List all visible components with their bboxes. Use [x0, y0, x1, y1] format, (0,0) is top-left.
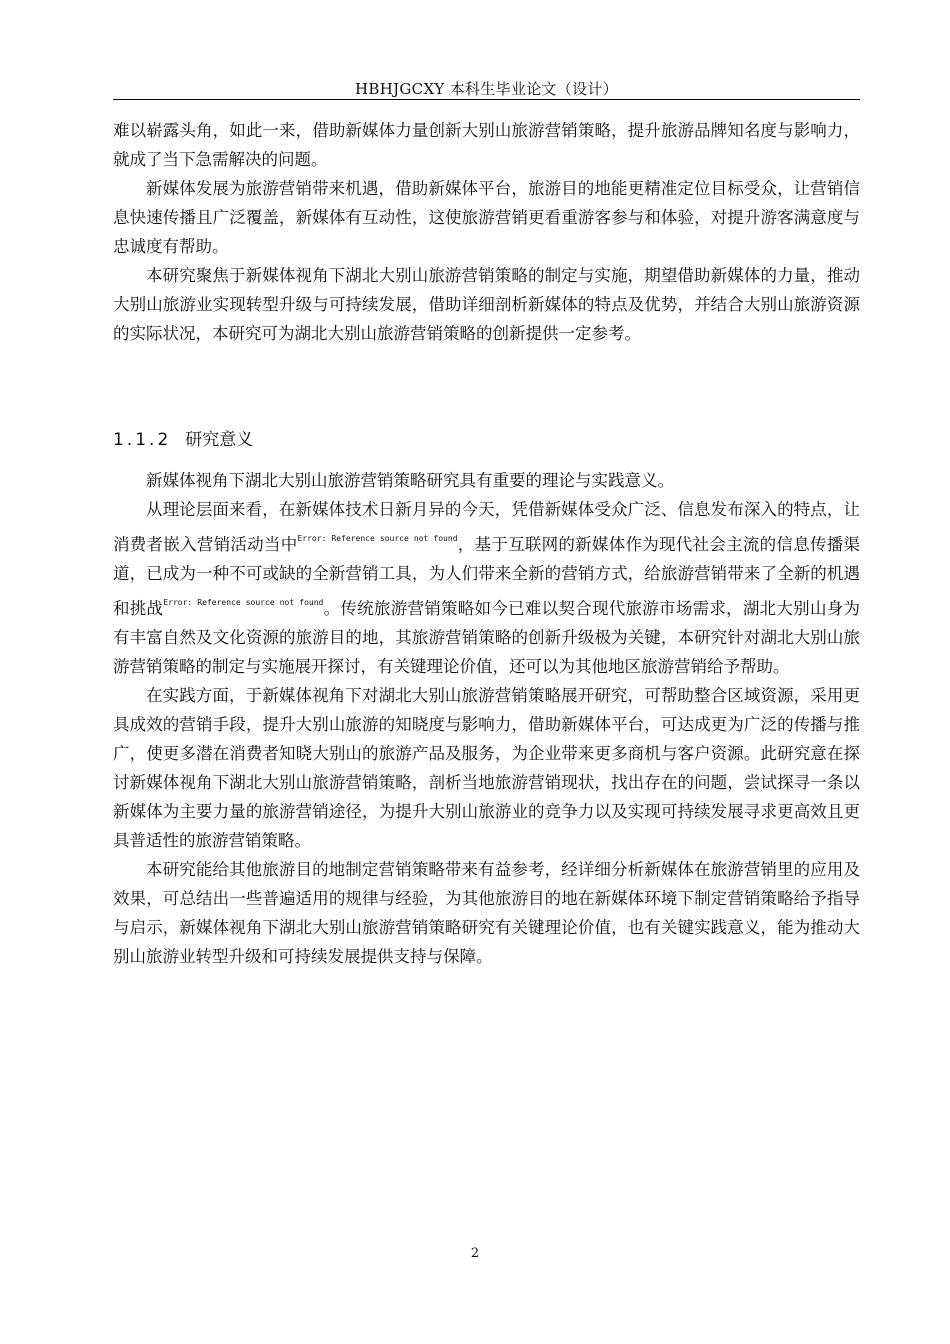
paragraph: 新媒体视角下湖北大别山旅游营销策略研究具有重要的理论与实践意义。 [146, 471, 674, 490]
intro-text [113, 116, 860, 348]
paragraph: 新媒体发展为旅游营销带来机遇，借助新媒体平台，旅游目的地能更精准定位目标受众，让营销信息快速传播且广泛覆盖，新媒体有互动性，这使旅游营销更看重游客参与和体验，对提升游客满意度与忠诚度有帮助。 [113, 179, 860, 256]
paragraph: 在实践方面，于新媒体视角下对湖北大别山旅游营销策略展开研究，可帮助整合区域资源，采用更具成效的营销手段，提升大别山旅游的知晓度与影响力，借助新媒体平台，可达成更为广泛的传播与推广，使更多潜在消费者知晓大别山的旅游产品及服务，为企业带来更多商机与客户资源。此研究意在探讨新媒体视角下湖北大别山旅游营销策略，剖析当地旅游营销现状，找出存在的问题，尝试探寻一条以新媒体为主要力量的旅游营销途径，为提升大别山旅游业的竞争力以及实现可持续发展寻求更高效且更具普适性的旅游营销策略。 [113, 686, 860, 850]
section-heading [113, 425, 253, 450]
paragraph [113, 495, 860, 681]
paragraph: 本研究聚焦于新媒体视角下湖北大别山旅游营销策略的制定与实施，期望借助新媒体的力量，推动大别山旅游业实现转型升级与可持续发展，借助详细剖析新媒体的特点及优势，并结合大别山旅游资源的实际状况，本研究可为湖北大别山旅游营销策略的创新提供一定参考。 [113, 266, 860, 343]
paragraph: 难以崭露头角，如此一来，借助新媒体力量创新大别山旅游营销策略，提升旅游品牌知名度与影响力，就成了当下急需解决的问题。 [113, 121, 860, 169]
section-title: 研究意义 [185, 430, 254, 450]
reference-error: Error: Reference source not found [297, 534, 458, 543]
reference-error: Error: Reference source not found [163, 598, 324, 607]
paragraph: 本研究能给其他旅游目的地制定营销策略带来有益参考，经详细分析新媒体在旅游营销里的应用及效果，可总结出一些普遍适用的规律与经验，为其他旅游目的地在新媒体环境下制定营销策略给予指导与启示，新媒体视角下湖北大别山旅游营销策略研究有关键理论价值，也有关键实践意义，能为推动大别山旅游业转型升级和可持续发展提供支持与保障。 [113, 860, 860, 966]
header-divider [113, 99, 860, 100]
section-number: 1.1.2 [113, 430, 172, 450]
page-header: HBHJGCXY 本科生毕业论文（设计） [354, 80, 618, 98]
page-number: 2 [470, 1246, 480, 1261]
section-text [113, 466, 860, 971]
paragraph-text: 。传统旅游营销策略如今已难以契合现代旅游市场需求，湖北大别山身为有丰富自然及文化资源的旅游目的地，其旅游营销策略的创新升级极为关键，本研究针对湖北大别山旅游营销策略的制定与实施展开探讨，有关键理论价值，还可以为其他地区旅游营销给予帮助。 [113, 599, 860, 676]
paragraph-text: ，基于互联网的新媒体作为现代社会主流的信息传播渠道，已成为一种不可或缺的全新营销工具，为人们带来全新的营销方式，给旅游营销带来了全新的机遇和挑战 [113, 535, 861, 618]
paragraph-text: 从理论层面来看，在新媒体技术日新月异的今天，凭借新媒体受众广泛、信息发布深入的特点，让消费者嵌入营销活动当中 [113, 500, 860, 554]
